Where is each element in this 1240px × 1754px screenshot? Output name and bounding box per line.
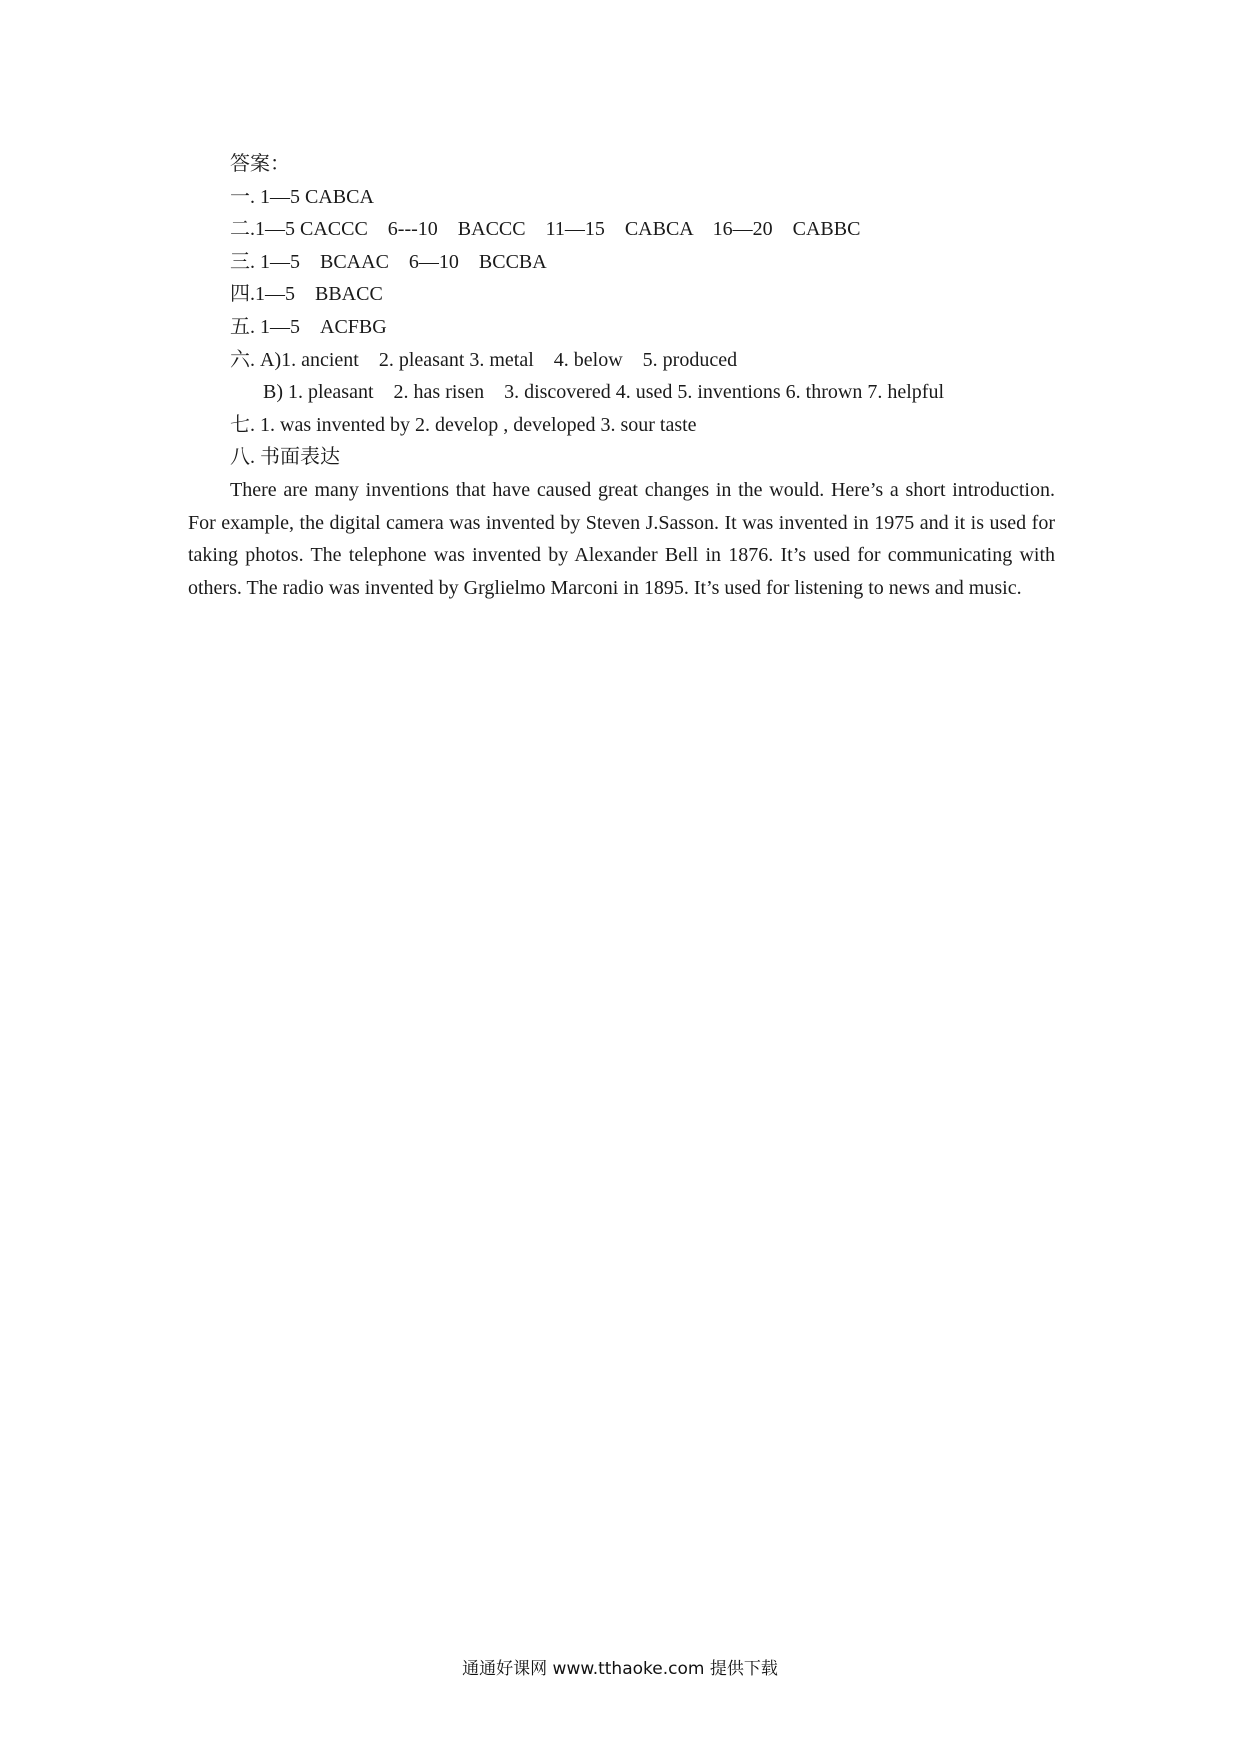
- answer-line-1: 一. 1—5 CABCA: [230, 185, 374, 208]
- answer-line-8: 八. 书面表达: [230, 446, 340, 469]
- answer-line-2: 二.1—5 CACCC 6---10 BACCC 11—15 CABCA 16—20 CABBC: [230, 218, 861, 241]
- answer-line-3: 三. 1—5 BCAAC 6—10 BCCBA: [230, 250, 547, 273]
- essay-paragraph: There are many inventions that have caused great changes in the would. Here’s a short introduction. For example, the digital camera was invented by Steven J.Sasson. It was invented in 1975 and it is used for taking photos. The telephone was invented by Alexander Bell in 1876. It’s used for communicating with others. The radio was invented by Grglielmo Marconi in 1895. It’s used for listening to news and music.: [188, 478, 1055, 599]
- answer-line-6b: B) 1. pleasant 2. has risen 3. discovered 4. used 5. inventions 6. thrown 7. helpful: [263, 381, 944, 404]
- answer-line-5: 五. 1—5 ACFBG: [230, 315, 387, 338]
- answer-section: [188, 148, 1055, 604]
- answer-line-6a: 六. A)1. ancient 2. pleasant 3. metal 4. below 5. produced: [230, 348, 738, 371]
- footer-credit: 通通好课网 www.tthaoke.com 提供下载: [462, 1659, 778, 1679]
- answer-line-7: 七. 1. was invented by 2. develop , developed 3. sour taste: [230, 413, 697, 436]
- answer-line-4: 四.1—5 BBACC: [230, 283, 383, 306]
- answers-heading: 答案：: [230, 153, 290, 175]
